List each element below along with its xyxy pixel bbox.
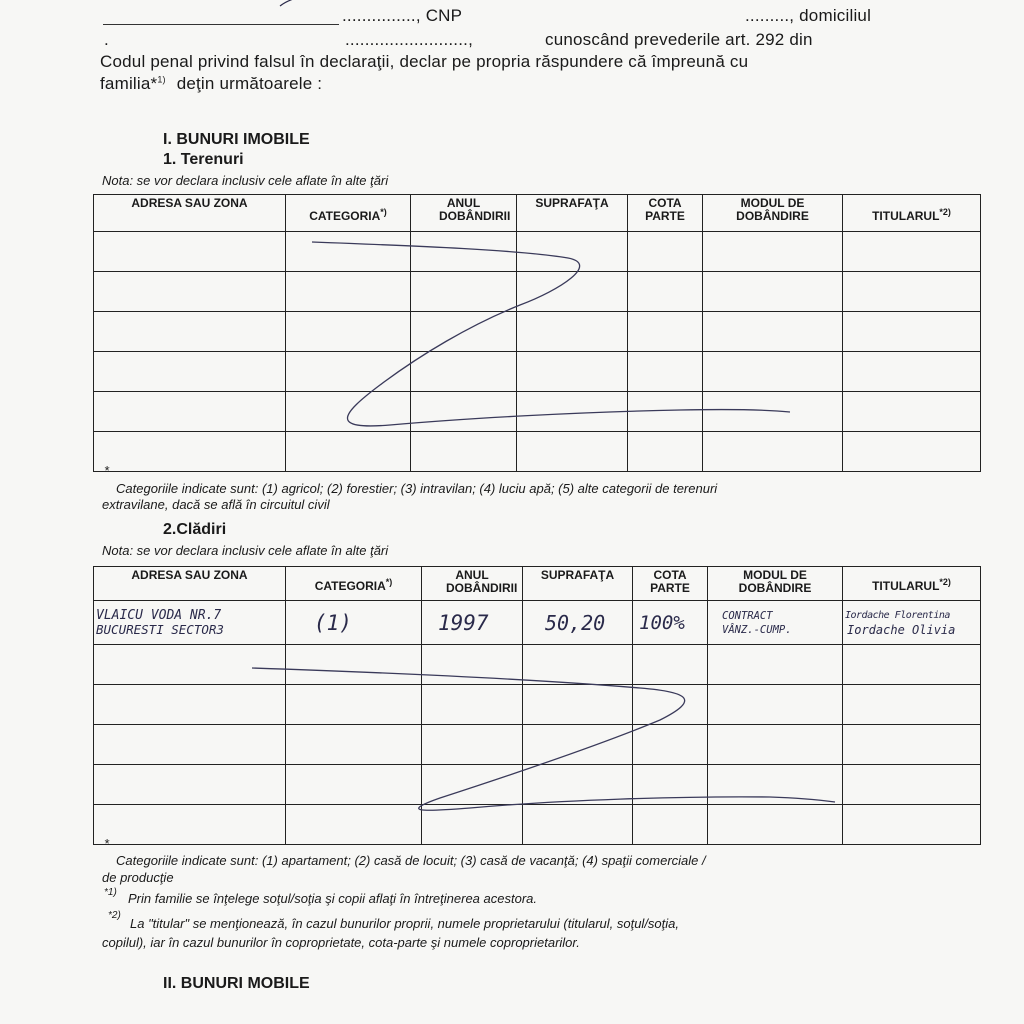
intro-line4-suffix: deţin următoarele :: [176, 74, 323, 93]
intro-line1-right: ........., domiciliul: [745, 6, 872, 25]
land-header-category: CATEGORIA*): [286, 195, 411, 232]
buildings-footnote-star: *: [104, 836, 110, 851]
building-share: 100%: [639, 611, 685, 634]
footnote-1-mark: *1): [104, 887, 117, 898]
land-footnote-cont: extravilane, dacă se află în circuitul civil: [102, 497, 330, 512]
land-header-area: SUPRAFAŢA: [517, 195, 628, 232]
table-row: [94, 312, 981, 352]
table-row: [94, 685, 981, 725]
buildings-footnote: Categoriile indicate sunt: (1) apartament; (2) casă de locuit; (3) casă de vacanţă; (4) spaţii comerciale /: [116, 853, 706, 868]
table-row: [94, 601, 981, 645]
land-footnote-star: *: [104, 463, 110, 478]
land-header-owner: TITULARUL$^{*2)}$: [843, 195, 981, 232]
table-row: [94, 432, 981, 472]
intro-line4: [100, 74, 322, 94]
intro-line4-prefix: familia*: [100, 74, 158, 93]
buildings-footnote-cont: de producţie: [102, 870, 174, 885]
table-row: [94, 725, 981, 765]
buildings-header-category: CATEGORIA*): [286, 567, 422, 601]
footnote-2-cont: copilul), iar în cazul bunurilor în coproprietate, cota-parte şi numele coproprietarilor.: [102, 935, 580, 950]
table-row: [94, 352, 981, 392]
building-address-line2: BUCURESTI SECTOR3: [96, 621, 224, 637]
buildings-header-address: ADRESA SAU ZONA: [94, 567, 286, 601]
buildings-header-year: ANUL DOBÂNDIRII: [422, 567, 523, 601]
buildings-header-share: COTA PARTE: [633, 567, 708, 601]
footnote-2-mark: *2): [108, 910, 121, 921]
buildings-header-owner: TITULARUL$^{*2)}$: [843, 567, 981, 601]
top-pen-stroke: [280, 0, 296, 6]
section2-title: II. BUNURI MOBILE: [163, 975, 310, 992]
buildings-table: [93, 566, 981, 845]
building-area-cell: [523, 601, 633, 645]
building-year: 1997: [438, 610, 489, 635]
building-category-cell: [286, 601, 422, 645]
table-row: [94, 805, 981, 845]
table-row: [94, 272, 981, 312]
building-mode-cell: [708, 601, 843, 645]
land-header-year: ANUL DOBÂNDIRII: [411, 195, 517, 232]
building-mode-line2: VÂNZ.-CUMP.: [722, 623, 792, 636]
intro-line3: Codul penal privind falsul în declaraţii, declar pe propria răspundere că împreună cu: [100, 52, 749, 71]
intro-line1-underline: [103, 24, 339, 25]
footnote-1: Prin familie se înţelege soţul/soţia şi copii aflaţi în întreţinerea acestora.: [128, 891, 537, 906]
land-header-mode: MODUL DE DOBÂNDIRE: [703, 195, 843, 232]
table-row: [94, 765, 981, 805]
table-row: [94, 232, 981, 272]
land-subtitle: 1. Terenuri: [163, 151, 244, 168]
land-note: Nota: se vor declara inclusiv cele aflate în alte ţări: [102, 173, 389, 188]
building-owner-line2: Iordache Olivia: [847, 622, 956, 637]
building-owner-line1: Iordache Florentina: [845, 609, 950, 621]
land-header-address: ADRESA SAU ZONA: [94, 195, 286, 232]
footnote-2: La "titular" se menţionează, în cazul bunurilor proprii, numele proprietarului (titularul, soţul/soţia,: [130, 916, 680, 931]
land-header-share: COTA PARTE: [628, 195, 703, 232]
building-year-cell: [422, 601, 523, 645]
buildings-header-area: SUPRAFAŢA: [523, 567, 633, 601]
intro-line4-sup: 1): [157, 74, 166, 85]
intro-line2-dots: .........................,: [345, 30, 474, 49]
intro-line1-dots: ..............., CNP: [342, 6, 463, 25]
intro-line2-mark: .: [104, 30, 109, 49]
table-row: [94, 392, 981, 432]
buildings-note: Nota: se vor declara inclusiv cele aflate în alte ţări: [102, 543, 389, 558]
buildings-header-mode: MODUL DE DOBÂNDIRE: [708, 567, 843, 601]
building-area: 50,20: [545, 610, 606, 635]
buildings-subtitle: 2.Clădiri: [163, 521, 227, 538]
land-footnote: Categoriile indicate sunt: (1) agricol; (2) forestier; (3) intravilan; (4) luciu apă; (5) alte categorii de terenuri: [116, 481, 718, 496]
building-address-cell: [94, 601, 286, 645]
table-row: [94, 645, 981, 685]
section1-title: I. BUNURI IMOBILE: [163, 131, 310, 148]
land-table: [93, 194, 981, 472]
building-owner-cell: [843, 601, 981, 645]
intro-line2-text: cunoscând prevederile art. 292 din: [545, 30, 813, 49]
building-share-cell: [633, 601, 708, 645]
building-address-line1: VLAICU VODA NR.7: [96, 607, 222, 623]
building-mode-line1: CONTRACT: [722, 609, 773, 622]
building-category: (1): [314, 610, 352, 635]
